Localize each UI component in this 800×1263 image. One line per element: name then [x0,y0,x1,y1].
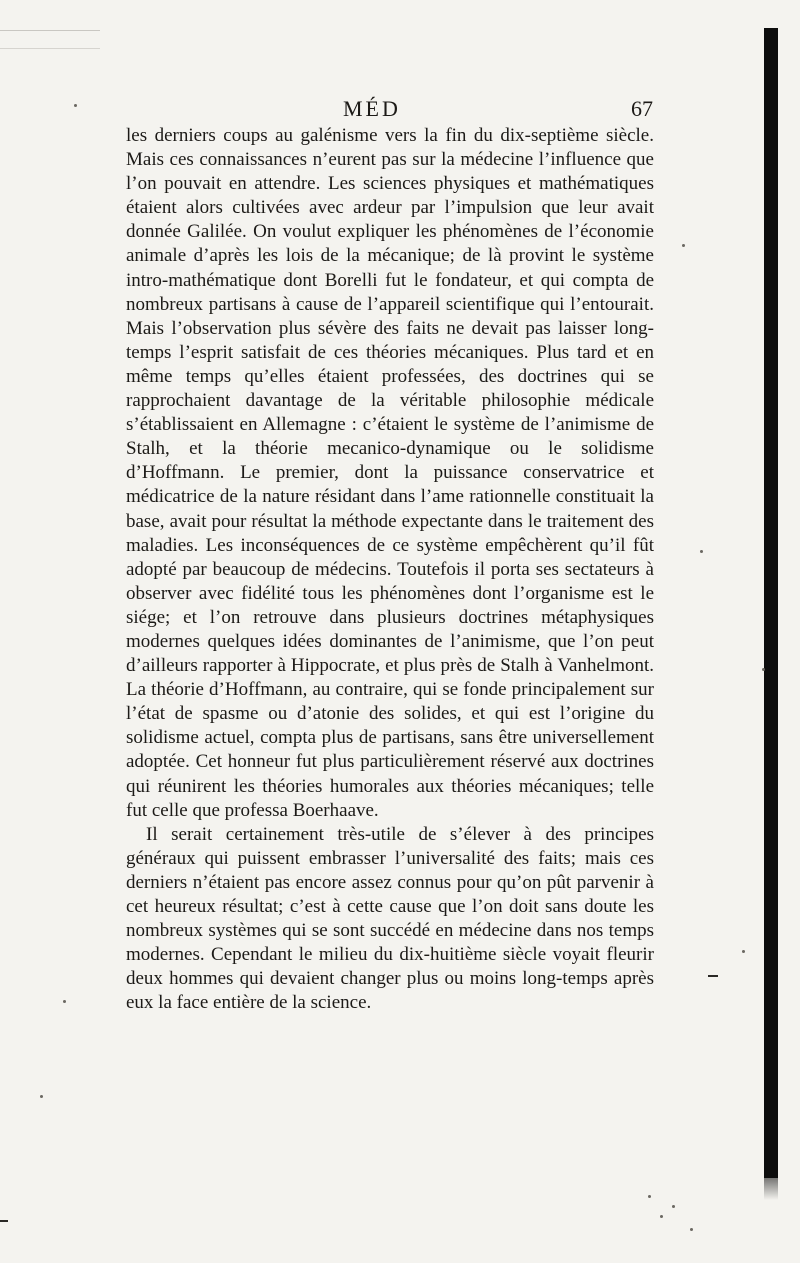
scan-edge-rule [0,30,100,31]
scan-speck [74,104,77,107]
scan-speck [648,1195,651,1198]
scan-speck [762,668,765,671]
binding-edge-shadow [764,28,778,1178]
page-number: 67 [631,96,653,121]
scan-mark [708,975,718,977]
scan-speck [660,1215,663,1218]
scan-edge-rule [0,48,100,49]
scan-speck [682,244,685,247]
scan-mark [0,1220,8,1222]
running-head: MÉD [343,96,401,121]
scan-speck [40,1095,43,1098]
scan-speck [742,950,745,953]
binding-edge-shadow-fade [764,1160,778,1200]
body-text [126,124,654,1015]
scan-speck [700,550,703,553]
scan-speck [63,1000,66,1003]
paragraph: Il serait certainement très-utile de s’élever à des principes généraux qui puissent embrasser l’universalité des faits; mais ces derniers n’étaient pas encore assez connus pour qu’on pût parvenir à cet heureux résultat; c’est à cette cause que l’on doit sans doute les nombreux systèmes qui se sont succédé en médecine dans nos temps modernes. Cependant le milieu du dix-huitième siècle voyait fleurir deux hommes qui devaient changer plus ou moins long-temps après eux la face entière de la science. [126,823,654,1014]
page-header [125,96,665,126]
paragraph: les derniers coups au galénisme vers la fin du dix-septième siècle. Mais ces connaissances n’eurent pas sur la médecine l’influence que l’on pouvait en attendre. Les sciences physiques et mathématiques étaient alors cultivées avec ardeur par l’impulsion que leur avait donnée Galilée. On voulut expliquer les phénomènes de l’économie animale d’après les lois de la mécanique; de là provint le système intro-mathématique dont Borelli fut le fondateur, et qui compta de nombreux partisans à cause de l’appareil scientifique qui l’entourait. Mais l’observation plus sévère des faits ne devait pas laisser long-temps l’esprit satisfait de ces théories mécaniques. Plus tard et en même temps qu’elles étaient professées, des doctrines qui se rapprochaient davantage de la véritable philosophie médicale s’établissaient en Allemagne : c’étaient le système de l’animisme de Stalh, et la théorie mecanico-dynamique ou le solidisme d’Hoffmann. Le premier, dont la puissance conservatrice et médicatrice de la nature résidant dans l’ame rationnelle constituait la base, avait pour résultat la méthode expectante dans le traitement des maladies. Les inconséquences de ce système empêchèrent qu’il fût adopté par beaucoup de médecins. Toutefois il porta ses sectateurs à observer avec fidélité tous les phénomènes dont l’organisme est le siége; et l’on retrouve dans plusieurs doctrines métaphysiques modernes quelques idées dominantes de l’animisme, que l’on peut d’ailleurs rapporter à Hippocrate, et plus près de Stalh à Vanhelmont. La théorie d’Hoffmann, au contraire, qui se fonde principalement sur l’état de spasme ou d’atonie des solides, et qui est l’origine du solidisme actuel, compta plus de partisans, sans être universellement adoptée. Cet honneur fut plus particulièrement réservé aux doctrines qui réunirent les théories humorales aux théories mécaniques; telle fut celle que professa Boerhaave. [126,125,654,821]
scan-speck [672,1205,675,1208]
scan-speck [690,1228,693,1231]
